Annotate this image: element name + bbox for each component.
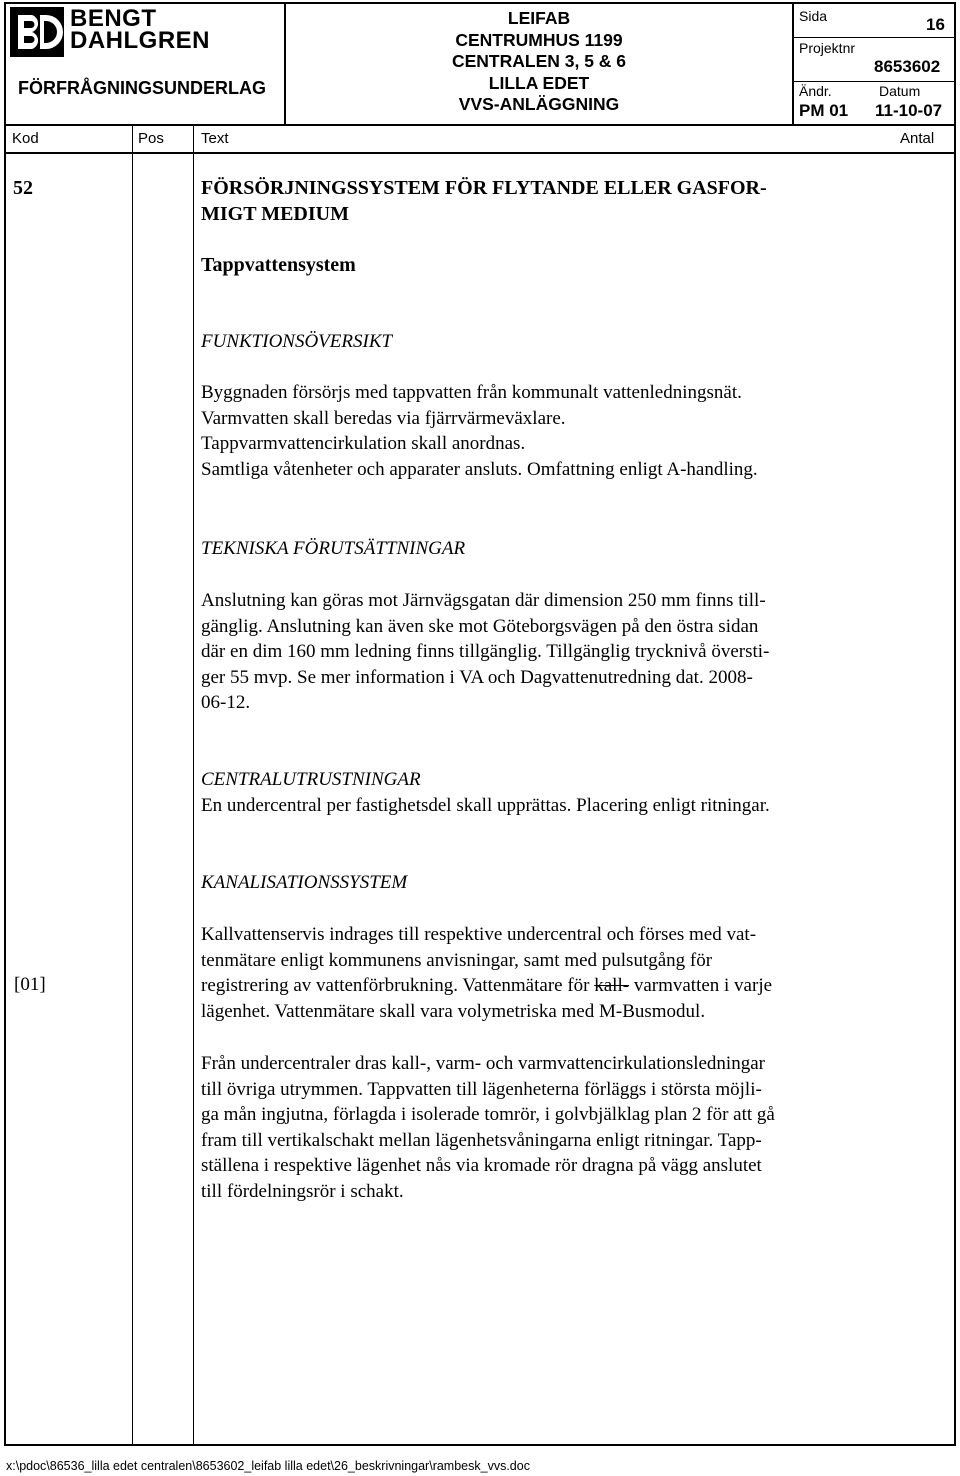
project-line: LILLA EDET bbox=[488, 72, 590, 93]
page-label: Sida bbox=[799, 8, 828, 24]
struck-text: kall- bbox=[594, 975, 630, 996]
brand-name: BENGT DAHLGREN bbox=[70, 5, 210, 54]
page-number: 16 bbox=[926, 15, 945, 34]
project-line: LEIFAB bbox=[507, 8, 571, 28]
kanal-paragraph-2: Från undercentraler dras kall-, varm- och varmvattencirkulationsledningar till övriga utrymmen. Tappvatten till lägenheterna förläggs i största möjli- ga mån ingjutna, förlagda i isolerade tomrör, i golvbjälklag plan 2 för att gå fram till vertikalschakt mellan lägenhetsvåningarna enligt ritningar. Tapp- ställena i respektive lägenhet nås via kromade rör dragna på vägg anslutet till fördelningsrör i schakt. bbox=[201, 1053, 775, 1202]
bd-logo-icon bbox=[10, 7, 64, 57]
change-label: Ändr. bbox=[799, 83, 832, 99]
kanal-paragraph-1: Kallvattenservis indrages till respektive undercentral och förses med vat- tenmätare enligt kommunens anvisningar, samt med pulsutgång för registrering av vattenförbrukning. Vattenmätare för kall- varmvatten i varje lägenhet. Vattenmätare skall vara volymetriska med M-Busmodul. bbox=[201, 924, 773, 1022]
date-value: 11-10-07 bbox=[875, 101, 943, 120]
position-ref: [01] bbox=[14, 974, 46, 995]
project-number: 8653602 bbox=[874, 57, 941, 76]
date-label: Datum bbox=[879, 83, 921, 99]
company-logo bbox=[4, 2, 284, 120]
central-paragraph: En undercentral per fastighetsdel skall upprättas. Placering enligt ritningar. bbox=[201, 795, 770, 816]
funktion-paragraph: Byggnaden försörjs med tappvatten från kommunalt vattenledningsnät. Varmvatten skall beredas via fjärrvärmeväxlare. Tappvarmvattencirkulation skall anordnas. Samtliga våtenheter och apparater ansluts. Omfattning enligt A-handling. bbox=[201, 382, 758, 480]
document-type: FÖRFRÅGNINGSUNDERLAG bbox=[18, 78, 266, 98]
column-kod: Kod bbox=[12, 130, 39, 147]
project-line: CENTRALEN 3, 5 & 6 bbox=[451, 51, 627, 71]
central-heading: CENTRALUTRUSTNINGAR bbox=[201, 769, 421, 790]
file-path-footer: x:\pdoc\86536_lilla edet centralen\8653602_leifab lilla edet\26_beskrivningar\rambesk_vvs.doc bbox=[6, 1459, 530, 1473]
change-value: PM 01 bbox=[799, 101, 849, 120]
section-subtitle: Tappvattensystem bbox=[201, 254, 356, 276]
section-title: FÖRSÖRJNINGSSYSTEM FÖR FLYTANDE ELLER GASFOR- MIGT MEDIUM bbox=[201, 177, 767, 225]
column-antal: Antal bbox=[900, 130, 935, 147]
tekniska-paragraph: Anslutning kan göras mot Järnvägsgatan där dimension 250 mm finns till- gänglig. Anslutning kan även ske mot Göteborgsvägen på den östra sidan där en dim 160 mm ledning finns tillgänglig. Tillgänglig trycknivå översti- ger 55 mvp. Se mer information i VA och Dagvattenutredning dat. 2008- 06-12. bbox=[201, 590, 770, 713]
tekniska-heading: TEKNISKA FÖRUTSÄTTNINGAR bbox=[201, 538, 466, 559]
section-code: 52 bbox=[13, 177, 33, 199]
project-line: VVS-ANLÄGGNING bbox=[458, 94, 620, 114]
column-text: Text bbox=[201, 130, 229, 147]
kanal-heading: KANALISATIONSSYSTEM bbox=[201, 872, 408, 893]
column-pos: Pos bbox=[138, 130, 164, 147]
project-line: CENTRUMHUS 1199 bbox=[455, 29, 623, 50]
project-number-label: Projektnr bbox=[799, 40, 856, 56]
project-title bbox=[286, 8, 792, 116]
funktion-heading: FUNKTIONSÖVERSIKT bbox=[201, 331, 393, 352]
